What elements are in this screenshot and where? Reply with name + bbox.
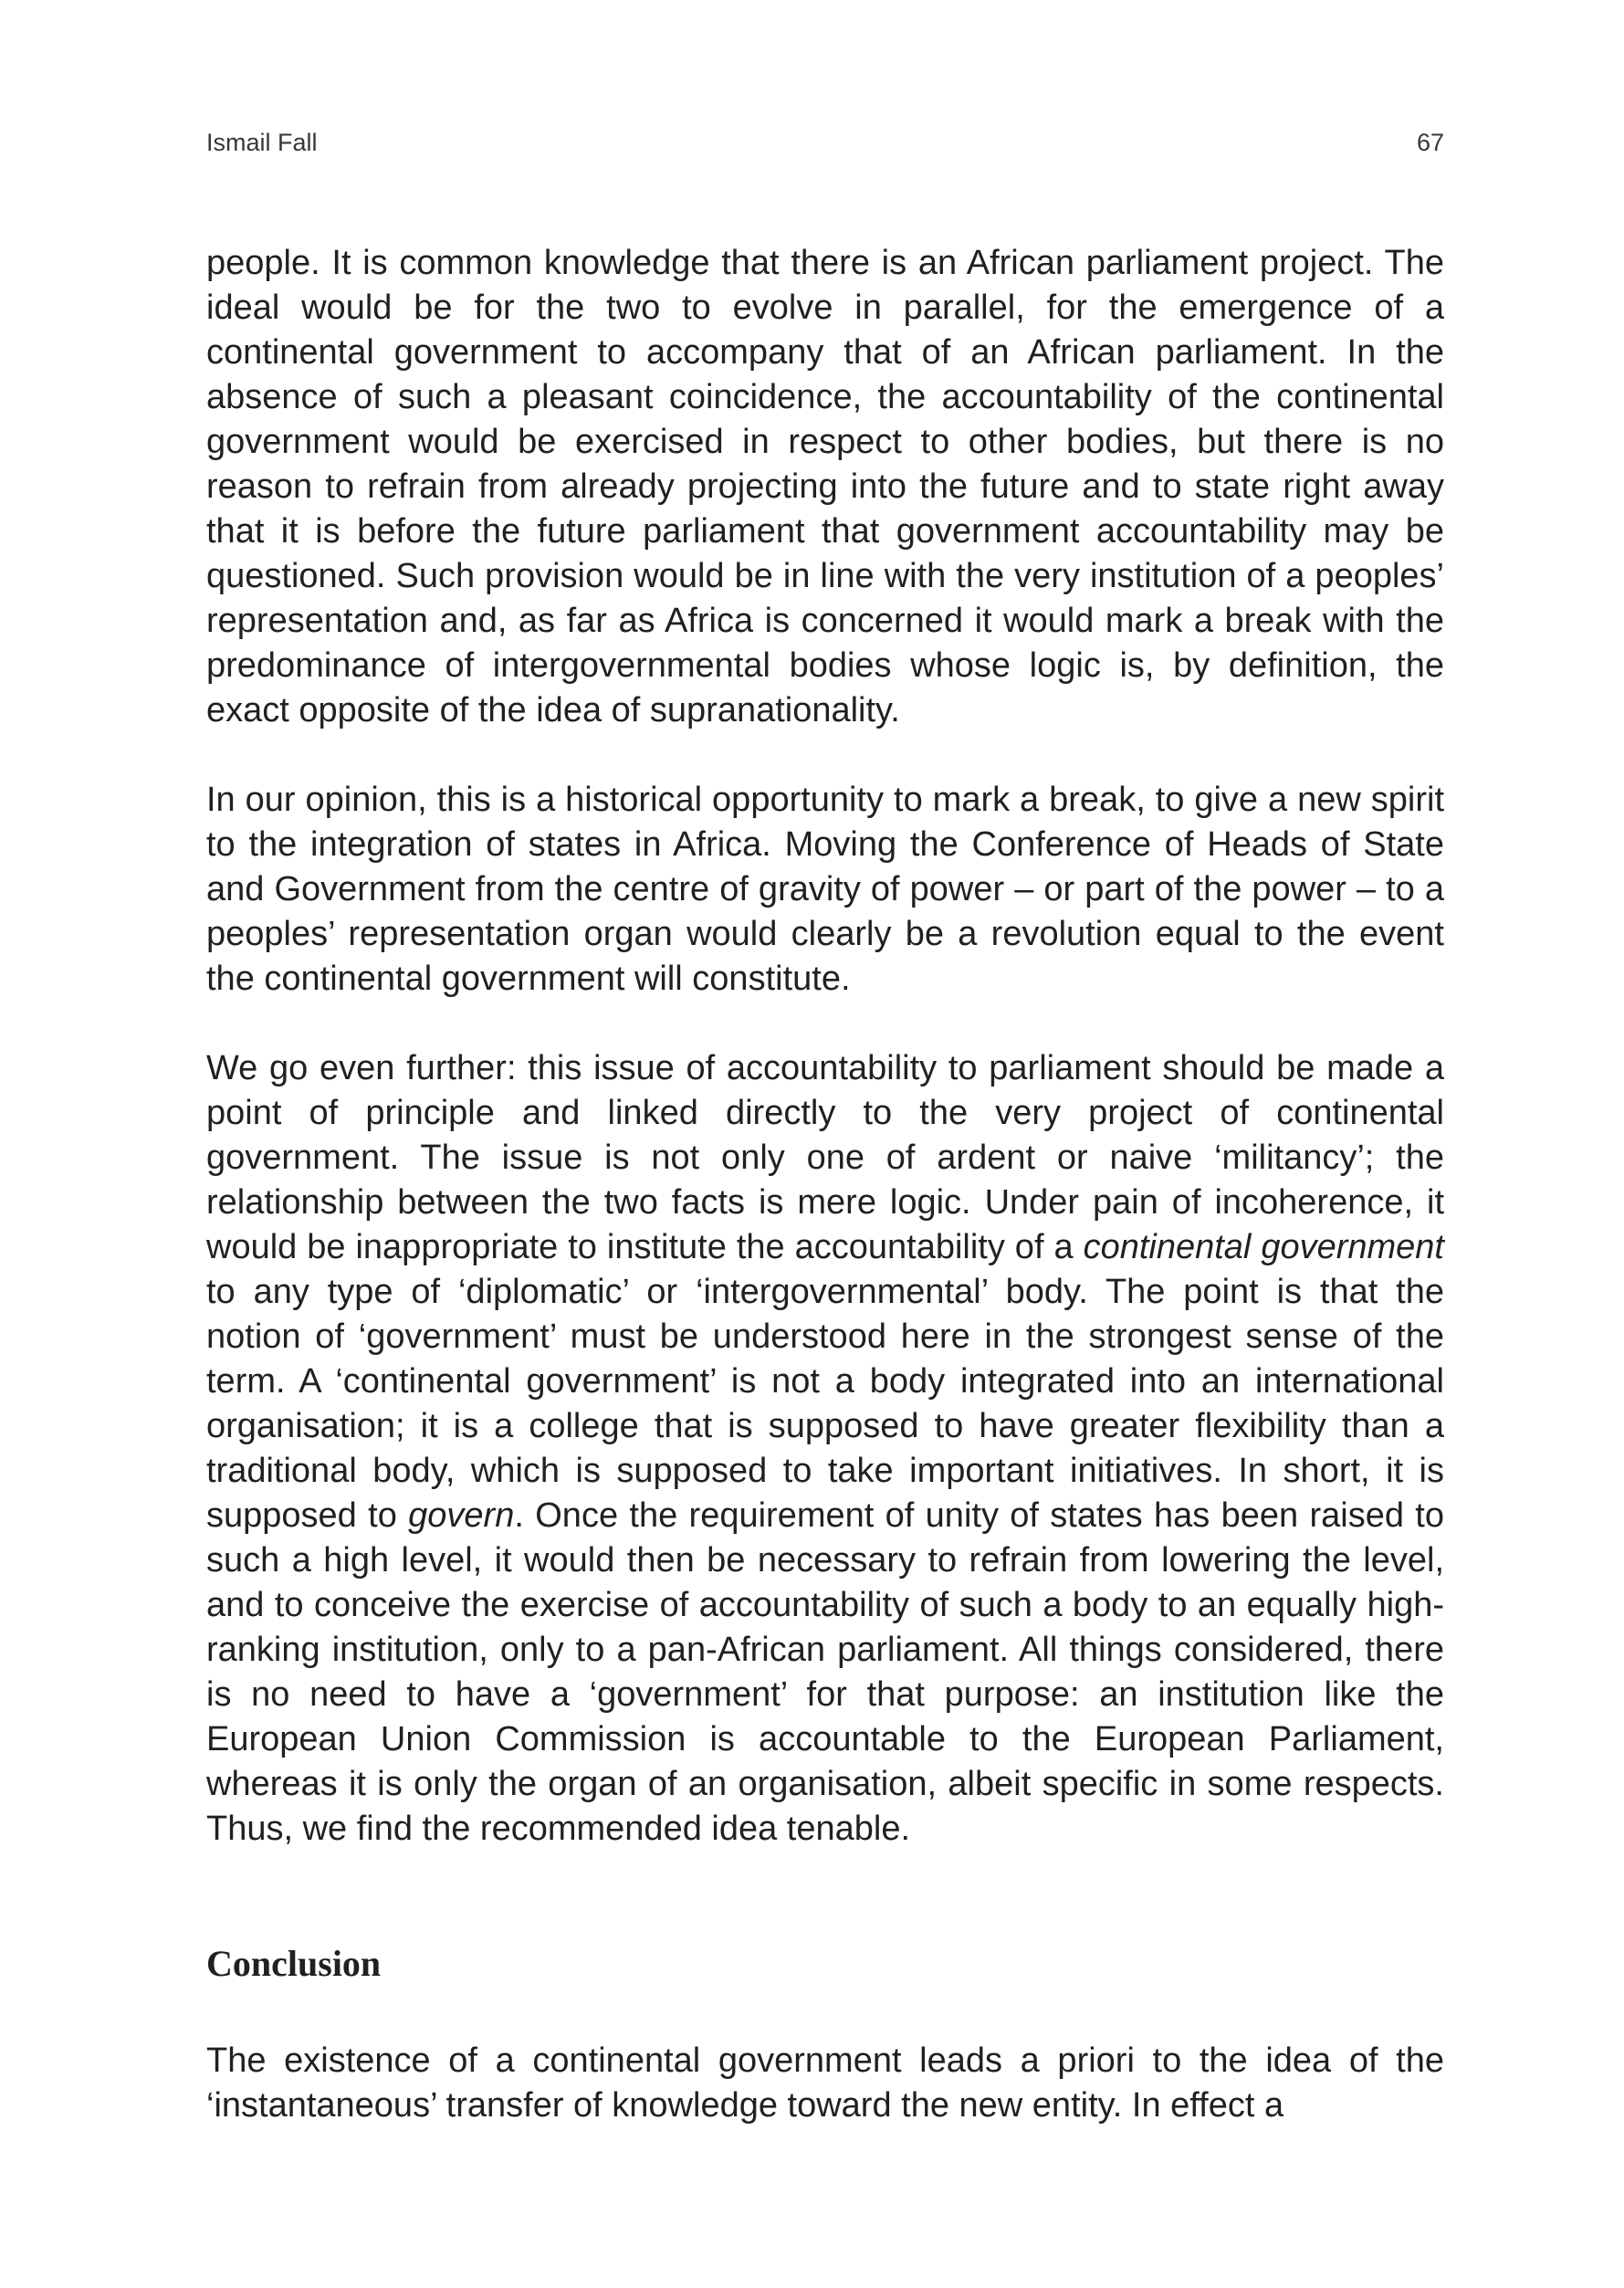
paragraph-text-run: to any type of ‘diplomatic’ or ‘intergovernmental’ body. The point is that the notion of ‘government’ must be understood here in the strongest sense of the term. A ‘continental government’ is not a body integrated into an international organisation; it is a college that is supposed to have greater flexibility than a traditional body, which is supposed to take important initiatives. In short, it is supposed to xyxy=(206,1273,1444,1535)
emphasis-continental-government: continental government xyxy=(1083,1228,1444,1266)
running-head xyxy=(206,124,1444,161)
page-number: 67 xyxy=(1416,129,1444,156)
paragraph-text-run: We go even further: this issue of accountability to parliament should be made a point of principle and linked directly to the very project of continental government. The issue is not only one of ardent or naive ‘militancy’; the relationship between the two facts is mere logic. Under pain of incoherence, it would be inappropriate to institute the accountability of a xyxy=(206,1049,1444,1266)
paragraph-historical-opportunity: In our opinion, this is a historical opportunity to mark a break, to give a new spirit to the integration of states in Africa. Moving the Conference of Heads of State and Government from the centre of gravity of power – or part of the power – to a peoples’ representation organ would clearly be a revolution equal to the event the continental government will constitute. xyxy=(206,781,1444,998)
body-text xyxy=(206,241,1444,2128)
paragraph-conclusion: The existence of a continental government leads a priori to the idea of the ‘instantaneous’ transfer of knowledge toward the new entity. In effect a xyxy=(206,2041,1444,2125)
paragraph-text-run: . Once the requirement of unity of states has been raised to such a high level, it would then be necessary to refrain from lowering the level, and to conceive the exercise of accountability of such a body to an equally high-ranking institution, only to a pan-African parliament. All things considered, there is no need to have a ‘government’ for that purpose: an institution like the European Union Commission is accountable to the European Parliament, whereas it is only the organ of an organisation, albeit specific in some respects. Thus, we find the recommended idea tenable. xyxy=(206,1496,1444,1848)
section-heading-conclusion: Conclusion xyxy=(206,1943,382,1984)
running-head-author: Ismail Fall xyxy=(206,129,318,156)
emphasis-govern: govern xyxy=(408,1496,515,1535)
paragraph-accountability-parliament: people. It is common knowledge that there is an African parliament project. The ideal would be for the two to evolve in parallel, for the emergence of a continental government to accompany that of an African parliament. In the absence of such a pleasant coincidence, the accountability of the continental government would be exercised in respect to other bodies, but there is no reason to refrain from already projecting into the future and to state right away that it is before the future parliament that government accountability may be questioned. Such provision would be in line with the very institution of a peoples’ representation and, as far as Africa is concerned it would mark a break with the predominance of intergovernmental bodies whose logic is, by definition, the exact opposite of the idea of supranationality. xyxy=(206,244,1444,729)
paragraph-point-of-principle xyxy=(206,1046,1444,1852)
